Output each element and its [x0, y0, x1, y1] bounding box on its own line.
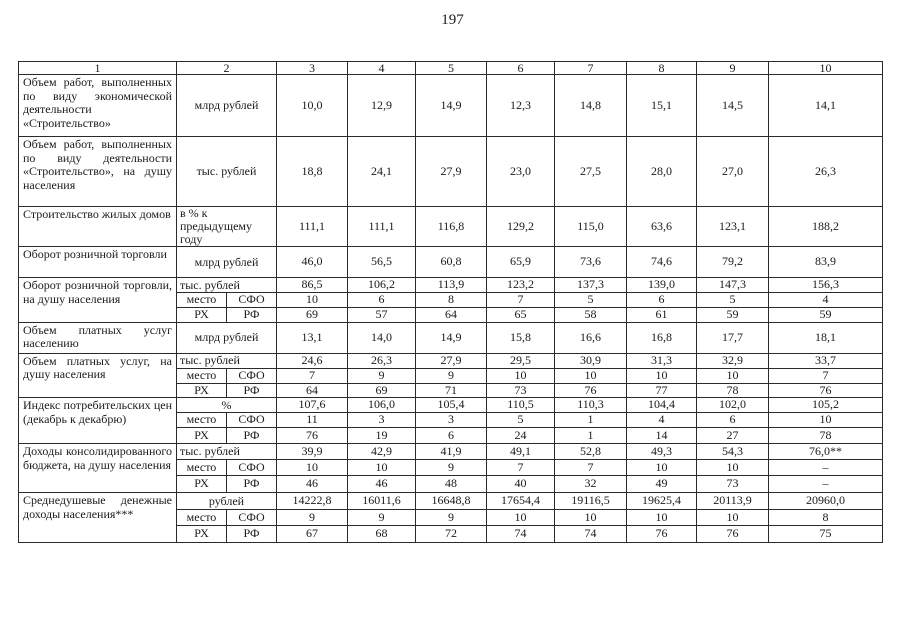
value-cell: 49,3: [627, 444, 697, 460]
value-cell: 188,2: [769, 207, 883, 247]
value-cell: 79,2: [697, 247, 769, 278]
indicator-cell: Строительство жилых домов: [19, 207, 177, 247]
value-cell: 15,8: [487, 322, 555, 353]
rank-rf-value: 64: [416, 308, 487, 323]
rank-rf-value: 59: [769, 308, 883, 323]
rank-rh-label: РХ: [177, 428, 227, 444]
value-cell: 139,0: [627, 278, 697, 293]
unit-cell: тыс. рублей: [177, 444, 277, 460]
rank-rh-label: РХ: [177, 383, 227, 398]
rank-rf-value: 58: [555, 308, 627, 323]
value-cell: 16,8: [627, 322, 697, 353]
value-cell: 27,5: [555, 137, 627, 207]
column-number: 2: [177, 62, 277, 75]
rank-place-label: место: [177, 460, 227, 476]
rank-rf-value: 78: [769, 428, 883, 444]
rank-sfo-value: 10: [555, 510, 627, 526]
unit-cell: рублей: [177, 493, 277, 510]
rank-place-label: место: [177, 510, 227, 526]
value-cell: 105,4: [416, 398, 487, 413]
rank-sfo-value: 10: [627, 460, 697, 476]
indicator-cell: Объем платных услуг населению: [19, 322, 177, 353]
value-cell: 24,1: [348, 137, 416, 207]
rank-sfo-value: 10: [277, 293, 348, 308]
rank-rf-value: 59: [697, 308, 769, 323]
rank-sfo-value: 10: [348, 460, 416, 476]
rank-sfo-label: СФО: [227, 413, 277, 428]
value-cell: 27,9: [416, 353, 487, 368]
value-cell: 19116,5: [555, 493, 627, 510]
value-cell: 74,6: [627, 247, 697, 278]
indicator-cell: Объем платных услуг, на душу населения: [19, 353, 177, 398]
table-row: [19, 444, 883, 460]
rank-sfo-value: –: [769, 460, 883, 476]
value-cell: 102,0: [697, 398, 769, 413]
rank-sfo-label: СФО: [227, 368, 277, 383]
rank-sfo-value: 7: [487, 293, 555, 308]
rank-rf-value: 71: [416, 383, 487, 398]
value-cell: 14222,8: [277, 493, 348, 510]
rank-sfo-value: 6: [627, 293, 697, 308]
rank-sfo-value: 5: [697, 293, 769, 308]
value-cell: 29,5: [487, 353, 555, 368]
value-cell: 26,3: [348, 353, 416, 368]
rank-rf-value: 75: [769, 526, 883, 543]
rank-place-label: место: [177, 293, 227, 308]
rank-sfo-value: 6: [697, 413, 769, 428]
value-cell: 16,6: [555, 322, 627, 353]
unit-cell: млрд рублей: [177, 322, 277, 353]
value-cell: 10,0: [277, 75, 348, 137]
value-cell: 30,9: [555, 353, 627, 368]
rank-rf-value: 69: [277, 308, 348, 323]
unit-cell: тыс. рублей: [177, 353, 277, 368]
value-cell: 14,9: [416, 75, 487, 137]
value-cell: 63,6: [627, 207, 697, 247]
column-number: 7: [555, 62, 627, 75]
statistics-table: [18, 61, 883, 543]
value-cell: 106,0: [348, 398, 416, 413]
unit-cell: тыс. рублей: [177, 278, 277, 293]
value-cell: 42,9: [348, 444, 416, 460]
value-cell: 39,9: [277, 444, 348, 460]
value-cell: 16648,8: [416, 493, 487, 510]
rank-sfo-value: 9: [416, 510, 487, 526]
rank-sfo-label: СФО: [227, 293, 277, 308]
rank-sfo-value: 7: [555, 460, 627, 476]
rank-rf-label: РФ: [227, 383, 277, 398]
value-cell: 104,4: [627, 398, 697, 413]
value-cell: 113,9: [416, 278, 487, 293]
rank-sfo-value: 9: [348, 368, 416, 383]
column-number: 9: [697, 62, 769, 75]
page-number: 197: [441, 12, 464, 28]
value-cell: 27,0: [697, 137, 769, 207]
value-cell: 115,0: [555, 207, 627, 247]
column-number: 8: [627, 62, 697, 75]
column-number: 1: [19, 62, 177, 75]
value-cell: 65,9: [487, 247, 555, 278]
table-row: [19, 398, 883, 413]
value-cell: 14,0: [348, 322, 416, 353]
table-row: [19, 322, 883, 353]
rank-rf-label: РФ: [227, 428, 277, 444]
table-row: [19, 75, 883, 137]
rank-sfo-value: 10: [769, 413, 883, 428]
unit-cell: %: [177, 398, 277, 413]
value-cell: 20113,9: [697, 493, 769, 510]
rank-rf-value: 1: [555, 428, 627, 444]
value-cell: 46,0: [277, 247, 348, 278]
rank-sfo-value: 3: [416, 413, 487, 428]
value-cell: 73,6: [555, 247, 627, 278]
value-cell: 18,1: [769, 322, 883, 353]
rank-sfo-value: 10: [697, 368, 769, 383]
rank-rf-value: 72: [416, 526, 487, 543]
value-cell: 52,8: [555, 444, 627, 460]
rank-rh-label: РХ: [177, 526, 227, 543]
value-cell: 107,6: [277, 398, 348, 413]
indicator-cell: Доходы консолидированного бюджета, на душу населения: [19, 444, 177, 493]
rank-rf-value: 19: [348, 428, 416, 444]
value-cell: 19625,4: [627, 493, 697, 510]
value-cell: 137,3: [555, 278, 627, 293]
rank-rf-value: 77: [627, 383, 697, 398]
column-number: 4: [348, 62, 416, 75]
rank-rf-value: 76: [555, 383, 627, 398]
rank-rf-value: 46: [277, 476, 348, 493]
value-cell: 27,9: [416, 137, 487, 207]
column-number: 3: [277, 62, 348, 75]
value-cell: 110,3: [555, 398, 627, 413]
indicator-cell: Объем работ, выполненных по виду деятельности «Строительство», на душу населения: [19, 137, 177, 207]
rank-place-label: место: [177, 368, 227, 383]
rank-rf-value: 76: [769, 383, 883, 398]
rank-sfo-value: 7: [487, 460, 555, 476]
value-cell: 111,1: [348, 207, 416, 247]
rank-rf-value: 74: [555, 526, 627, 543]
value-cell: 28,0: [627, 137, 697, 207]
rank-rf-value: 48: [416, 476, 487, 493]
rank-rf-value: 74: [487, 526, 555, 543]
rank-sfo-value: 6: [348, 293, 416, 308]
rank-sfo-value: 10: [555, 368, 627, 383]
unit-cell: в % к предыдущему году: [177, 207, 277, 247]
rank-sfo-value: 11: [277, 413, 348, 428]
value-cell: 14,5: [697, 75, 769, 137]
rank-rf-value: 57: [348, 308, 416, 323]
rank-sfo-value: 10: [487, 368, 555, 383]
rank-rf-value: 49: [627, 476, 697, 493]
rank-rf-value: –: [769, 476, 883, 493]
indicator-cell: Оборот розничной торговли, на душу населения: [19, 278, 177, 323]
value-cell: 18,8: [277, 137, 348, 207]
value-cell: 14,8: [555, 75, 627, 137]
column-number: 10: [769, 62, 883, 75]
rank-rf-value: 65: [487, 308, 555, 323]
rank-rf-value: 61: [627, 308, 697, 323]
rank-rf-value: 69: [348, 383, 416, 398]
rank-rf-value: 68: [348, 526, 416, 543]
column-number: 5: [416, 62, 487, 75]
value-cell: 49,1: [487, 444, 555, 460]
value-cell: 32,9: [697, 353, 769, 368]
value-cell: 41,9: [416, 444, 487, 460]
rank-sfo-value: 8: [769, 510, 883, 526]
rank-sfo-value: 7: [769, 368, 883, 383]
value-cell: 86,5: [277, 278, 348, 293]
rank-sfo-value: 4: [769, 293, 883, 308]
value-cell: 54,3: [697, 444, 769, 460]
value-cell: 110,5: [487, 398, 555, 413]
value-cell: 17,7: [697, 322, 769, 353]
rank-rf-value: 14: [627, 428, 697, 444]
rank-rh-label: РХ: [177, 476, 227, 493]
rank-sfo-value: 5: [555, 293, 627, 308]
rank-rf-label: РФ: [227, 476, 277, 493]
value-cell: 24,6: [277, 353, 348, 368]
rank-rf-value: 76: [627, 526, 697, 543]
rank-sfo-value: 9: [277, 510, 348, 526]
rank-sfo-value: 3: [348, 413, 416, 428]
table-row: [19, 278, 883, 293]
rank-sfo-label: СФО: [227, 510, 277, 526]
value-cell: 111,1: [277, 207, 348, 247]
value-cell: 116,8: [416, 207, 487, 247]
rank-sfo-value: 10: [627, 510, 697, 526]
rank-rf-value: 27: [697, 428, 769, 444]
rank-rf-value: 40: [487, 476, 555, 493]
value-cell: 76,0**: [769, 444, 883, 460]
value-cell: 60,8: [416, 247, 487, 278]
table-row: [19, 247, 883, 278]
value-cell: 105,2: [769, 398, 883, 413]
rank-rf-value: 76: [697, 526, 769, 543]
header-row: [19, 62, 883, 75]
value-cell: 123,1: [697, 207, 769, 247]
rank-rf-value: 76: [277, 428, 348, 444]
rank-sfo-value: 4: [627, 413, 697, 428]
value-cell: 13,1: [277, 322, 348, 353]
value-cell: 33,7: [769, 353, 883, 368]
value-cell: 20960,0: [769, 493, 883, 510]
rank-rf-label: РФ: [227, 308, 277, 323]
rank-rf-value: 73: [487, 383, 555, 398]
rank-rf-value: 32: [555, 476, 627, 493]
unit-cell: млрд рублей: [177, 247, 277, 278]
rank-sfo-value: 10: [487, 510, 555, 526]
value-cell: 129,2: [487, 207, 555, 247]
rank-sfo-value: 10: [697, 510, 769, 526]
indicator-cell: Объем работ, выполненных по виду экономической деятельности «Строительство»: [19, 75, 177, 137]
rank-rf-label: РФ: [227, 526, 277, 543]
value-cell: 106,2: [348, 278, 416, 293]
rank-rf-value: 24: [487, 428, 555, 444]
value-cell: 31,3: [627, 353, 697, 368]
rank-rf-value: 6: [416, 428, 487, 444]
rank-sfo-value: 10: [697, 460, 769, 476]
indicator-cell: Среднедушевые денежные доходы населения***: [19, 493, 177, 543]
table-row: [19, 207, 883, 247]
rank-sfo-label: СФО: [227, 460, 277, 476]
value-cell: 15,1: [627, 75, 697, 137]
rank-rf-value: 73: [697, 476, 769, 493]
rank-sfo-value: 9: [416, 460, 487, 476]
rank-sfo-value: 9: [416, 368, 487, 383]
rank-sfo-value: 1: [555, 413, 627, 428]
rank-rf-value: 64: [277, 383, 348, 398]
table-row: [19, 493, 883, 510]
value-cell: 26,3: [769, 137, 883, 207]
table-row: [19, 137, 883, 207]
value-cell: 123,2: [487, 278, 555, 293]
value-cell: 12,3: [487, 75, 555, 137]
value-cell: 83,9: [769, 247, 883, 278]
value-cell: 12,9: [348, 75, 416, 137]
value-cell: 14,9: [416, 322, 487, 353]
value-cell: 17654,4: [487, 493, 555, 510]
value-cell: 23,0: [487, 137, 555, 207]
table-row: [19, 353, 883, 368]
unit-cell: тыс. рублей: [177, 137, 277, 207]
column-number: 6: [487, 62, 555, 75]
value-cell: 147,3: [697, 278, 769, 293]
indicator-cell: Оборот розничной торговли: [19, 247, 177, 278]
rank-sfo-value: 9: [348, 510, 416, 526]
rank-sfo-value: 8: [416, 293, 487, 308]
rank-sfo-value: 10: [627, 368, 697, 383]
value-cell: 56,5: [348, 247, 416, 278]
rank-place-label: место: [177, 413, 227, 428]
rank-rh-label: РХ: [177, 308, 227, 323]
value-cell: 156,3: [769, 278, 883, 293]
indicator-cell: Индекс потребительских цен (декабрь к декабрю): [19, 398, 177, 444]
value-cell: 16011,6: [348, 493, 416, 510]
value-cell: 14,1: [769, 75, 883, 137]
rank-sfo-value: 5: [487, 413, 555, 428]
unit-cell: млрд рублей: [177, 75, 277, 137]
rank-rf-value: 46: [348, 476, 416, 493]
rank-rf-value: 78: [697, 383, 769, 398]
rank-sfo-value: 7: [277, 368, 348, 383]
rank-rf-value: 67: [277, 526, 348, 543]
rank-sfo-value: 10: [277, 460, 348, 476]
